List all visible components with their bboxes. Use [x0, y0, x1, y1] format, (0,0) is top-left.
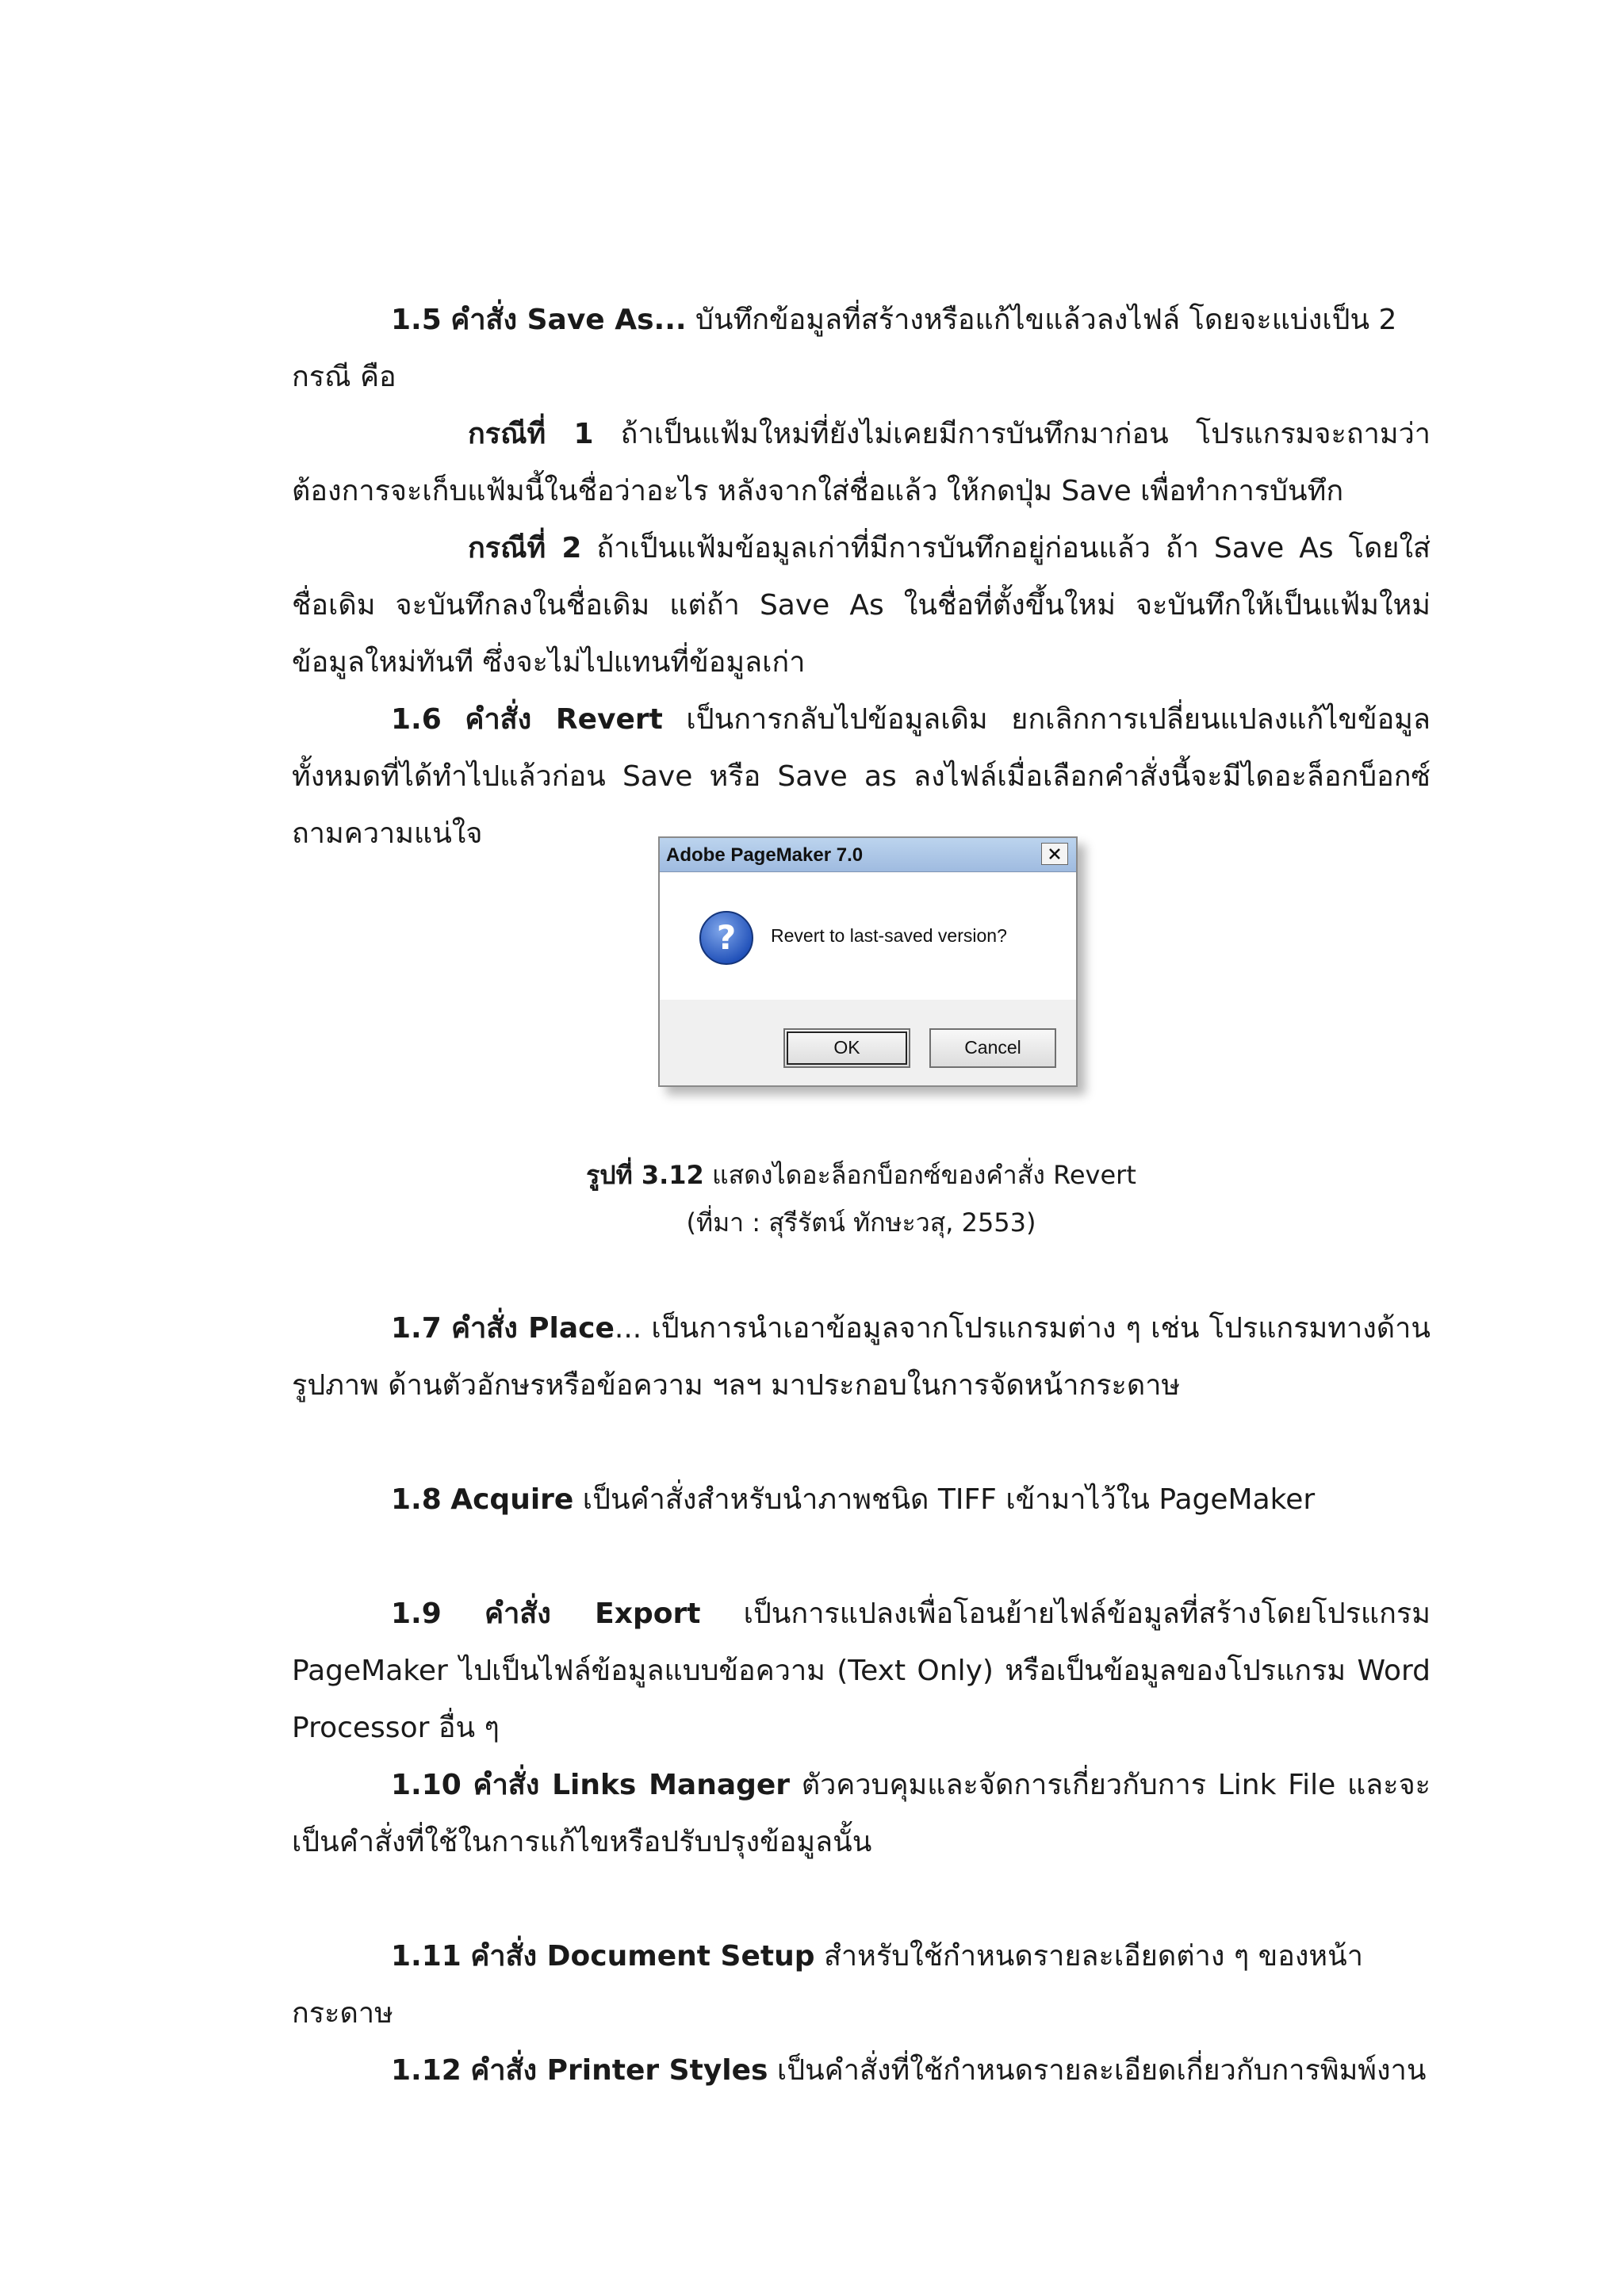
section-number: 1.6 — [391, 703, 442, 736]
case-2-paragraph — [292, 520, 1431, 691]
section-command: คำสั่ง Place — [450, 1312, 615, 1345]
section-number: 1.11 — [391, 1940, 462, 1973]
section-1-11 — [292, 1928, 1431, 2042]
section-text: ... เป็นการนำเอาข้อมูลจากโปรแกรมต่าง ๆ เช่น โปรแกรมทางด้านรูปภาพ ด้านตัวอักษรหรือข้อความ ฯลฯ มาประกอบในการจัดหน้ากระดาษ — [292, 1312, 1431, 1402]
revert-dialog-figure — [658, 836, 1078, 1087]
section-1-5-intro — [292, 292, 1431, 406]
section-text: เป็นการกลับไปข้อมูลเดิม ยกเลิกการเปลี่ยนแปลงแก้ไขข้อมูลทั้งหมดที่ได้ทำไปแล้วก่อน Save หรือ Save as ลงไฟล์เมื่อเลือกคำสั่งนี้จะมีไดอะล็อกบ็อกซ์ถามความแน่ใจ — [292, 703, 1431, 850]
section-1-10 — [292, 1757, 1431, 1871]
section-command: คำสั่ง Revert — [465, 703, 663, 736]
section-text: บันทึกข้อมูลที่สร้างหรือแก้ไขแล้วลงไฟล์ โดยจะแบ่งเป็น 2 กรณี คือ — [292, 304, 1397, 393]
dialog-title-bar — [660, 838, 1076, 872]
section-number: 1.12 — [391, 2054, 462, 2087]
section-1-9-paragraph — [292, 1586, 1431, 1757]
section-1-10-paragraph — [292, 1757, 1431, 1871]
section-command: Acquire — [450, 1483, 574, 1516]
section-1-11-paragraph — [292, 1928, 1431, 2042]
section-1-7 — [292, 1300, 1431, 1414]
dialog-close-button[interactable] — [1041, 843, 1068, 865]
figure-caption — [292, 1151, 1431, 1199]
cancel-button[interactable]: Cancel — [929, 1028, 1056, 1068]
section-command: คำสั่ง Export — [485, 1598, 701, 1630]
section-command: คำสั่ง Document Setup — [470, 1940, 815, 1973]
close-icon — [1049, 848, 1060, 859]
section-text: ตัวควบคุมและจัดการเกี่ยวกับการ Link File และจะเป็นคำสั่งที่ใช้ในการแก้ไขหรือปรับปรุงข้อมูลนั้น — [292, 1769, 1431, 1858]
section-text: สำหรับใช้กำหนดรายละเอียดต่าง ๆ ของหน้ากระดาษ — [292, 1940, 1363, 2030]
section-1-8-paragraph — [292, 1471, 1431, 1529]
section-1-9 — [292, 1586, 1431, 1757]
section-number: 1.8 — [391, 1483, 442, 1516]
dialog-title: Adobe PageMaker 7.0 — [666, 844, 864, 866]
section-number: 1.5 — [391, 304, 442, 336]
section-1-12 — [292, 2042, 1431, 2099]
case-2-label: กรณีที่ 2 — [468, 532, 582, 564]
section-number: 1.7 — [391, 1312, 442, 1345]
dialog-message: Revert to last-saved version? — [771, 925, 1007, 946]
section-1-8 — [292, 1471, 1431, 1529]
section-1-5 — [292, 292, 1431, 691]
case-1-label: กรณีที่ 1 — [468, 418, 594, 450]
dialog-body — [660, 873, 1076, 1000]
question-icon — [698, 909, 755, 966]
ok-button[interactable]: OK — [783, 1028, 910, 1068]
section-1-12-paragraph — [292, 2042, 1431, 2099]
section-command: คำสั่ง Printer Styles — [470, 2054, 768, 2087]
svg-text:?: ? — [716, 918, 737, 957]
figure-label: รูปที่ 3.12 — [586, 1160, 704, 1190]
figure-source: (ที่มา : สุรีรัตน์ ทักษะวสุ, 2553) — [686, 1207, 1036, 1238]
section-text: เป็นคำสั่งสำหรับนำภาพชนิด TIFF เข้ามาไว้ใน PageMaker — [573, 1483, 1316, 1516]
section-command: คำสั่ง Links Manager — [473, 1769, 791, 1801]
figure-caption-text: แสดงไดอะล็อกบ็อกซ์ของคำสั่ง Revert — [703, 1160, 1136, 1190]
section-number: 1.10 — [391, 1769, 462, 1801]
section-1-7-paragraph — [292, 1300, 1431, 1414]
section-command: คำสั่ง Save As... — [450, 304, 687, 336]
case-2-text: ถ้าเป็นแฟ้มข้อมูลเก่าที่มีการบันทึกอยู่ก่อนแล้ว ถ้า Save As โดยใส่ชื่อเดิม จะบันทึกลงในชื่อเดิม แต่ถ้า Save As ในชื่อที่ตั้งขึ้นใหม่ จะบันทึกให้เป็นแฟ้มใหม่ข้อมูลใหม่ทันที ซึ่งจะไม่ไปแทนที่ข้อมูลเก่า — [292, 532, 1431, 679]
section-text: เป็นคำสั่งที่ใช้กำหนดรายละเอียดเกี่ยวกับการพิมพ์งาน — [768, 2054, 1427, 2087]
case-1-text: ถ้าเป็นแฟ้มใหม่ที่ยังไม่เคยมีการบันทึกมาก่อน โปรแกรมจะถามว่า ต้องการจะเก็บแฟ้มนี้ในชื่อว่าอะไร หลังจากใส่ชื่อแล้ว ให้กดปุ่ม Save เพื่อทำการบันทึก — [292, 418, 1431, 507]
section-text: เป็นการแปลงเพื่อโอนย้ายไฟล์ข้อมูลที่สร้างโดยโปรแกรม PageMaker ไปเป็นไฟล์ข้อมูลแบบข้อความ (Text Only) หรือเป็นข้อมูลของโปรแกรม Word Processor อื่น ๆ — [292, 1598, 1431, 1744]
section-number: 1.9 — [391, 1598, 442, 1630]
case-1-paragraph — [292, 406, 1431, 520]
